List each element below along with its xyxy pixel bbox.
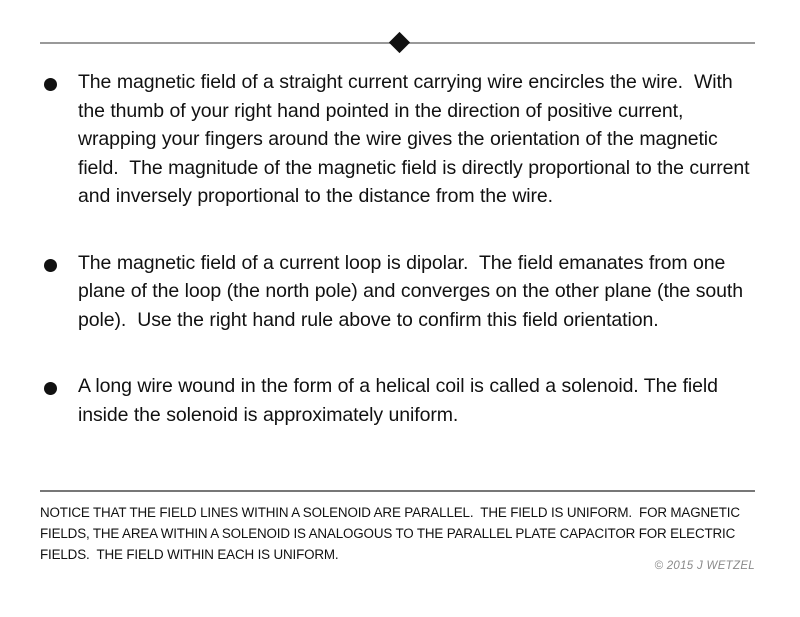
bullet-text-2: The magnetic field of a current loop is dipolar. The field emanates from one plane of the loop (the north pole) and converges on the other plane (the south pole). Use the right hand rule above to confirm this field orientation. bbox=[78, 251, 749, 331]
bullet-dot-icon bbox=[44, 259, 57, 272]
bullet-text-1: The magnetic field of a straight current carrying wire encircles the wire. With the thumb of your right hand pointed in the direction of positive current, wrapping your fingers around the wire gives the orientation of the magnetic field. The magnitude of the magnetic field is directly proportional to the current and inversely proportional to the distance from the wire. bbox=[78, 71, 755, 207]
list-item bbox=[40, 68, 760, 211]
diamond-ornament-icon bbox=[389, 32, 410, 53]
bullet-dot-icon bbox=[44, 382, 57, 395]
footer-note: NOTICE THAT THE FIELD LINES WITHIN A SOLENOID ARE PARALLEL. THE FIELD IS UNIFORM. FOR MAGNETIC FIELDS, THE AREA WITHIN A SOLENOID IS ANALOGOUS TO THE PARALLEL PLATE CAPACITOR FOR ELECTRIC FIELDS. THE FIELD WITHIN EACH IS UNIFORM. bbox=[40, 505, 744, 562]
list-item bbox=[40, 249, 760, 335]
list-item bbox=[40, 372, 760, 429]
bullet-text-3: A long wire wound in the form of a helical coil is called a solenoid. The field inside the solenoid is approximately uniform. bbox=[78, 375, 724, 426]
bullet-list bbox=[40, 68, 760, 429]
footer-divider-rule bbox=[40, 490, 755, 492]
copyright-notice: © 2015 J WETZEL bbox=[654, 560, 755, 572]
bullet-dot-icon bbox=[44, 78, 57, 91]
